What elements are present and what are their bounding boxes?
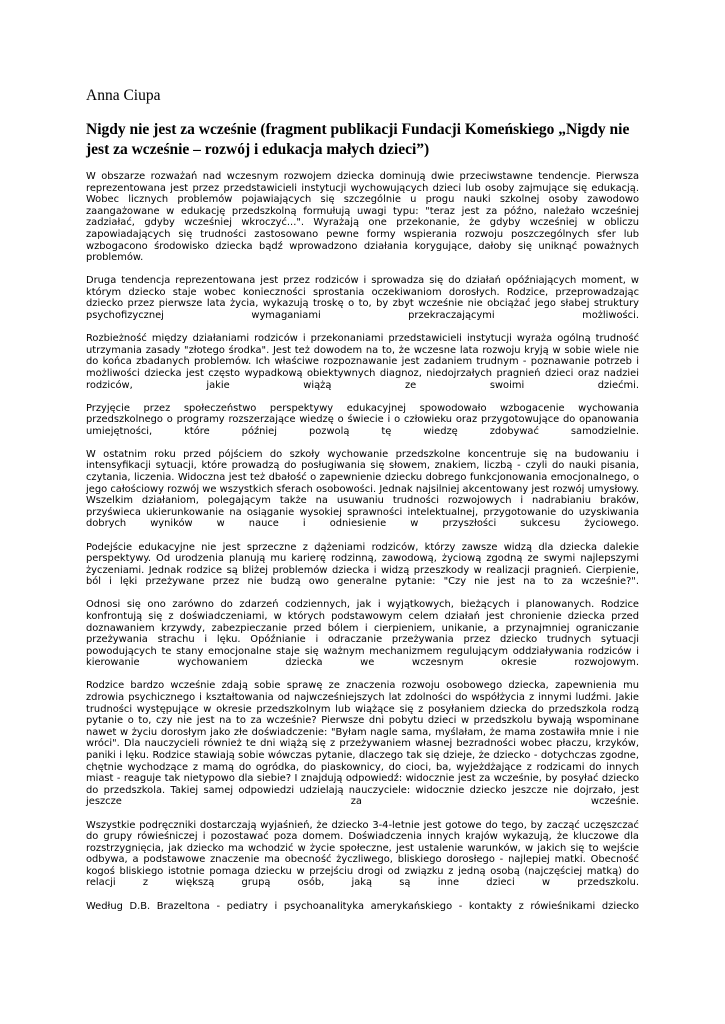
paragraph: Podejście edukacyjne nie jest sprzeczne z dążeniami rodziców, którzy zawsze widzą dla dziecka dalekie perspektywy. Od urodzenia planują mu karierę rodzinną, zawodową, życiową zgodną ze swymi najlepszymi życzeniami. Jednak rodzice są bliżej problemów dziecka i widzą przeszkody w realizacji pragnień. Cierpienie, ból i lęki przeżywane przez nie budzą owo generalne pytanie: "Czy nie jest na to za wcześnie?". <box>86 541 639 588</box>
paragraph: Według D.B. Brazeltona - pediatry i psychoanalityka amerykańskiego - kontakty z rówieśnikami dziecko <box>86 900 639 912</box>
paragraph: Przyjęcie przez społeczeństwo perspektywy edukacyjnej spowodowało wzbogacenie wychowania przedszkolnego o programy rozszerzające wiedzę o świecie i o człowieku oraz przygotowujące do opanowania umiejętności, które później pozwolą tę wiedzę zdobywać samodzielnie. <box>86 402 639 437</box>
paragraph: W obszarze rozważań nad wczesnym rozwojem dziecka dominują dwie przeciwstawne tendencje. Pierwsza reprezentowana jest przez przedstawicieli instytucji wychowujących dzieci lub osoby zajmujące się edukacją. Wobec licznych problemów pojawiających się szczególnie u progu nauki szkolnej osoby zawodowo zaangażowane w edukację przedszkolną formułują uwagi typu: "teraz jest za późno, należało wcześniej zadziałać, gdyby wcześniej wkroczyć...". Wyrażają one przekonanie, że gdyby wcześniej w obliczu zapowiadających się trudności zastosowano pewne formy wspierania rozwoju poszczególnych sfer lub wzbogacono środowisko dziecka bądź wprowadzono działania korygujące, dałoby się uniknąć poważnych problemów. <box>86 171 639 264</box>
document-title: Nigdy nie jest za wcześnie (fragment publikacji Fundacji Komeńskiego „Nigdy nie jest za wcześnie – rozwój i edukacja małych dzieci”) <box>86 121 630 158</box>
paragraph: Rozbieżność między działaniami rodziców i przekonaniami przedstawicieli instytucji wyraża ogólną trudność utrzymania zasady "złotego środka". Jest też dowodem na to, że wczesne lata rozwoju kryją w sobie wiele nie do końca zbadanych problemów. Ich właściwe rozpoznawanie jest zadaniem trudnym - poznawanie potrzeb i możliwości dziecka jest często wypadkową obiektywnych diagnoz, niedojrzałych pragnień dzieci oraz nadziei rodziców, jakie wiążą ze swoimi dziećmi. <box>86 333 639 391</box>
paragraph: Druga tendencja reprezentowana jest przez rodziców i sprowadza się do działań opóźniających moment, w którym dziecko staje wobec konieczności sprostania oczekiwaniom dorosłych. Rodzice, przeprowadzając dziecko przez pierwsze lata życia, wykazują troskę o to, by zbyt wcześnie nie obciążać jego słabej struktury psychofizycznej wymaganiami przekraczającymi możliwości. <box>86 275 639 322</box>
author-name: Anna Ciupa <box>86 87 161 104</box>
paragraph: Rodzice bardzo wcześnie zdają sobie sprawę ze znaczenia rozwoju osobowego dziecka, zapewnienia mu zdrowia psychicznego i kształtowania od najwcześniejszych lat zdolności do współżycia z innymi ludźmi. Jakie trudności występujące w okresie przedszkolnym lub wiążące się z posyłaniem dziecka do przedszkola rodzą pytanie o to, czy nie jest na to za wcześnie? Pierwsze dni pobytu dzieci w przedszkolu bywają wspominane nawet w życiu dorosłym jako złe doświadczenie: "Byłam nagle sama, myślałam, że mama zostawiła mnie i nie wróci". Dla nauczycieli również te dni wiążą się z przeżywaniem własnej bezradności wobec płaczu, krzyków, paniki i lęku. Rodzice stawiają sobie wówczas pytanie, dlaczego tak się dzieje, że dziecko - dotychczas zgodne, chętnie wychodzące z mamą do ogródka, do piaskownicy, do cioci, ba, wyjeżdżające z rodzicami do innych miast - reaguje tak nietypowo dla siebie? I znajdują odpowiedź: widocznie jest za wcześnie, by posyłać dziecko do przedszkola. Takiej samej odpowiedzi udzielają nauczyciele: widocznie dziecko jeszcze nie dojrzało, jest jeszcze za wcześnie. <box>86 680 639 808</box>
document-body <box>86 171 639 924</box>
paragraph: W ostatnim roku przed pójściem do szkoły wychowanie przedszkolne koncentruje się na budowaniu i intensyfikacji sytuacji, które prowadzą do posługiwania się słowem, znakiem, liczbą - czyli do nauki pisania, czytania, liczenia. Widoczna jest też dbałość o zapewnienie dziecku dobrego funkcjonowania emocjonalnego, o jego całościowy rozwój we wszystkich sferach osobowości. Jednak najsilniej akcentowany jest rozwój umysłowy. Wszelkim działaniom, polegającym także na usuwaniu trudności rozwojowych i nadrabianiu braków, przyświeca ukierunkowanie na osiąganie wysokiej sprawności intelektualnej, przygotowanie do uzyskiwania dobrych wyników w nauce i odniesienie w przyszłości sukcesu życiowego. <box>86 448 639 530</box>
paragraph: Odnosi się ono zarówno do zdarzeń codziennych, jak i wyjątkowych, bieżących i planowanych. Rodzice konfrontują się z doświadczeniami, w których podstawowym celem działań jest chronienie dziecka przed doznawaniem krzywdy, zabezpieczanie przed bólem i cierpieniem, unikanie, a przynajmniej ograniczanie przeżywania strachu i lęku. Opóźnianie i odraczanie przeżywania przez dziecko trudnych sytuacji powodujących te stany emocjonalne staje się ważnym mechanizmem regulującym oddziaływania rodziców i kierowanie wychowaniem dziecka we wczesnym okresie rozwojowym. <box>86 599 639 669</box>
paragraph: Wszystkie podręczniki dostarczają wyjaśnień, że dziecko 3-4-letnie jest gotowe do tego, by zacząć uczęszczać do grupy rówieśniczej i pozostawać poza domem. Doświadczenia innych krajów wykazują, że kluczowe dla rozstrzygnięcia, jak dziecko ma wchodzić w życie społeczne, jest ustalenie warunków, w jakich się to wejście odbywa, a podstawowe znaczenie ma obecność życzliwego, bliskiego dorosłego - najlepiej matki. Obecność kogoś bliskiego istotnie pomaga dziecku w przejściu drogi od związku z jedną osobą (najczęściej matką) do relacji z większą grupą osób, jaką są inne dzieci w przedszkolu. <box>86 819 639 889</box>
